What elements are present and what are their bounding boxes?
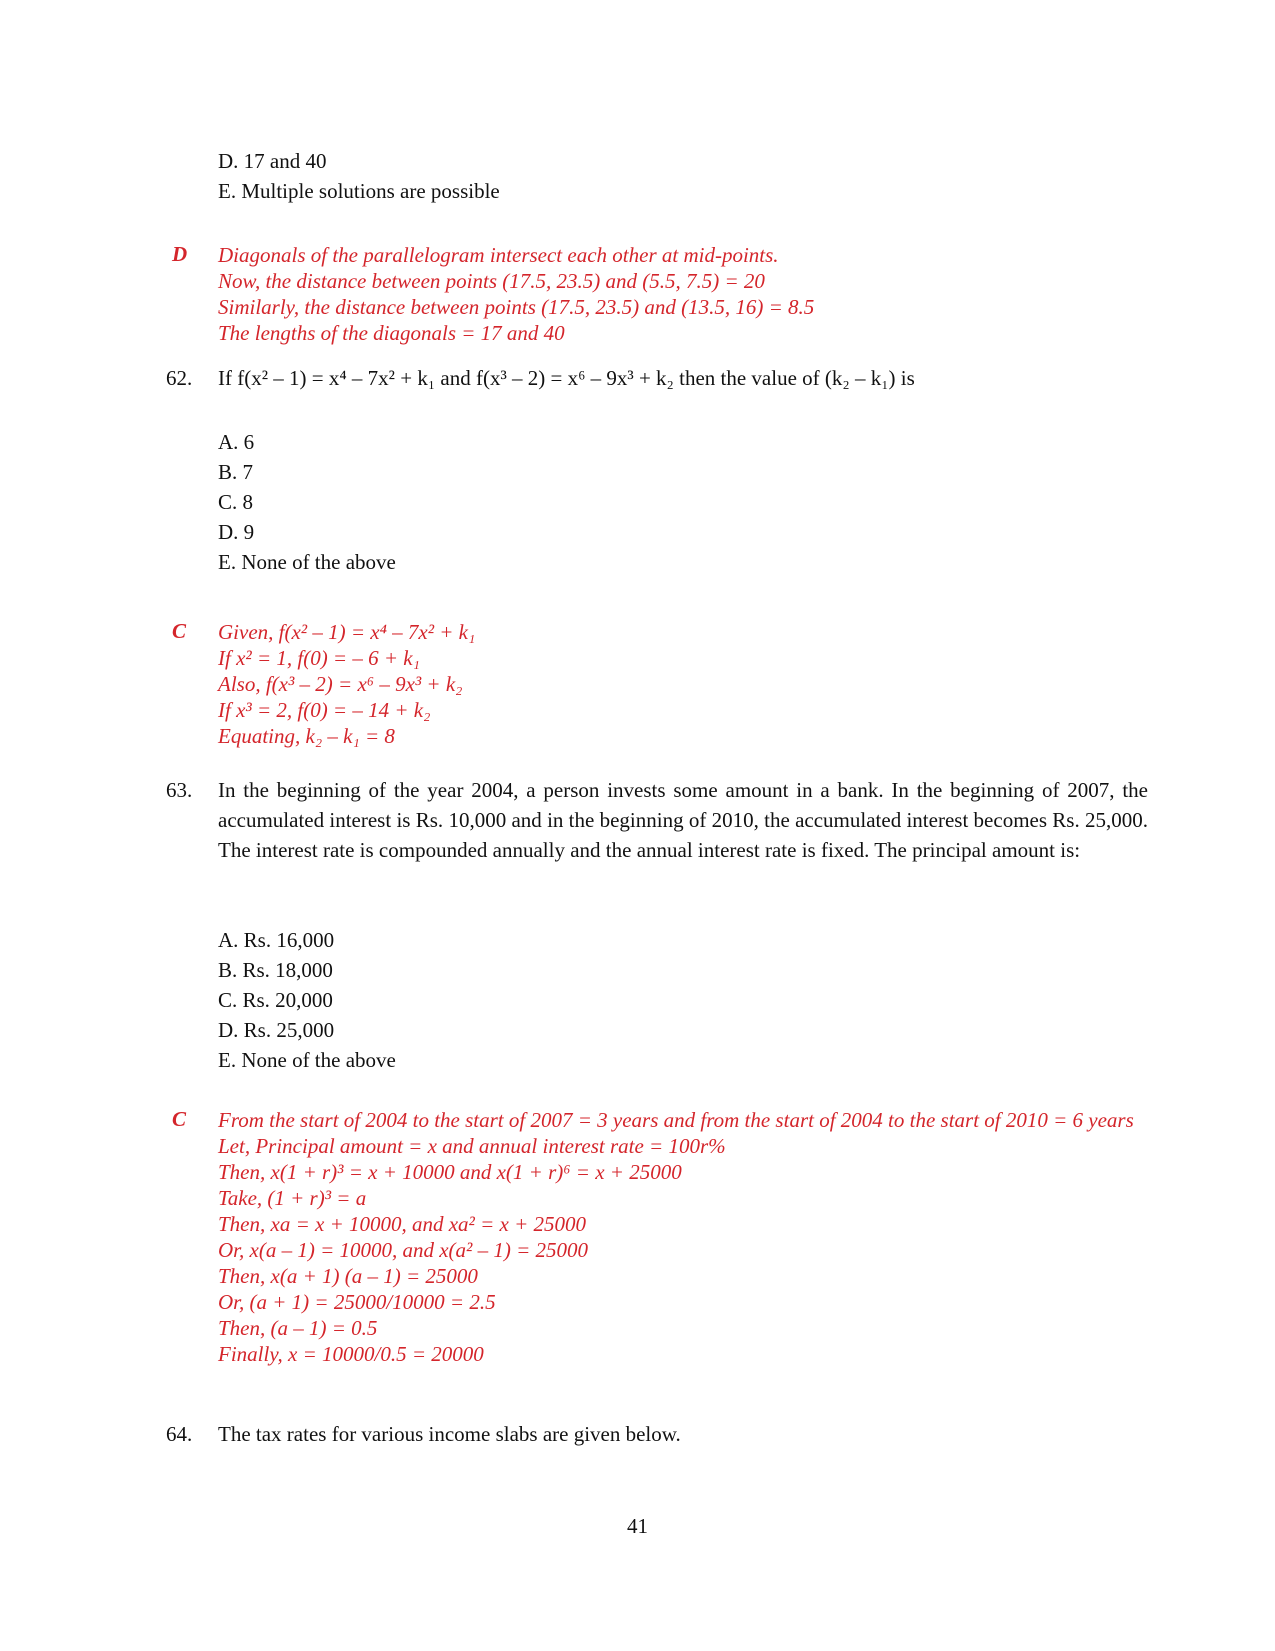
page-number: 41	[627, 1514, 648, 1538]
solution-line: Then, x(a + 1) (a – 1) = 25000	[218, 1264, 478, 1288]
option: D. Rs. 25,000	[218, 1018, 335, 1042]
question-number: 62.	[166, 366, 193, 390]
solution-line: Finally, x = 10000/0.5 = 20000	[218, 1342, 484, 1366]
solution-line: Similarly, the distance between points (17.5, 23.5) and (13.5, 16) = 8.5	[218, 295, 815, 319]
option: A. 6	[218, 430, 255, 454]
solution-line: Also, f(x³ – 2) = x⁶ – 9x³ + k₂	[218, 672, 463, 696]
answer-letter: C	[172, 619, 187, 643]
question-number: 64.	[166, 1422, 193, 1446]
solution-line: Or, (a + 1) = 25000/10000 = 2.5	[218, 1290, 496, 1314]
solution-line: Then, (a – 1) = 0.5	[218, 1316, 378, 1340]
solution-line: Given, f(x² – 1) = x⁴ – 7x² + k₁	[218, 620, 476, 644]
solution-line: Let, Principal amount = x and annual interest rate = 100r%	[218, 1134, 726, 1158]
solution-line: Then, x(1 + r)³ = x + 10000 and x(1 + r)⁶ = x + 25000	[218, 1160, 682, 1184]
solution-line: Or, x(a – 1) = 10000, and x(a² – 1) = 25000	[218, 1238, 589, 1262]
q62-options	[218, 427, 396, 577]
option: E. None of the above	[218, 550, 396, 574]
solution-line: Then, xa = x + 10000, and xa² = x + 25000	[218, 1212, 587, 1236]
option: C. Rs. 20,000	[218, 988, 333, 1012]
solution-line: From the start of 2004 to the start of 2007 = 3 years and from the start of 2004 to the start of 2010 = 6 years	[218, 1108, 1134, 1132]
solution-line: If x³ = 2, f(0) = – 14 + k₂	[218, 698, 431, 722]
solution-line: Diagonals of the parallelogram intersect each other at mid-points.	[218, 243, 779, 267]
solution-block	[218, 242, 1150, 346]
option: B. Rs. 18,000	[218, 958, 333, 982]
question-text: If f(x² – 1) = x⁴ – 7x² + k₁ and f(x³ – 2) = x⁶ – 9x³ + k₂ then the value of (k₂ – k₁) is	[218, 366, 915, 390]
answer-letter: D	[172, 242, 188, 266]
option: B. 7	[218, 460, 254, 484]
option: C. 8	[218, 490, 254, 514]
q63-options	[218, 925, 396, 1075]
q61-options	[218, 146, 500, 206]
solution-line: Now, the distance between points (17.5, 23.5) and (5.5, 7.5) = 20	[218, 269, 765, 293]
option: E. None of the above	[218, 1048, 396, 1072]
option: E. Multiple solutions are possible	[218, 179, 500, 203]
option: D. 9	[218, 520, 255, 544]
option: A. Rs. 16,000	[218, 928, 335, 952]
option: D. 17 and 40	[218, 149, 327, 173]
solution-line: Take, (1 + r)³ = a	[218, 1186, 367, 1210]
solution-block	[218, 1107, 1150, 1367]
solution-line: If x² = 1, f(0) = – 6 + k₁	[218, 646, 420, 670]
question-number: 63.	[166, 778, 193, 802]
question-text: In the beginning of the year 2004, a person invests some amount in a bank. In the beginning of 2007, the accumulated interest is Rs. 10,000 and in the beginning of 2010, the accumulated interest becomes Rs. 25,000. The interest rate is compounded annually and the annual interest rate is fixed. The principal amount is:	[218, 778, 1148, 862]
question-text: The tax rates for various income slabs are given below.	[218, 1422, 681, 1446]
solution-line: The lengths of the diagonals = 17 and 40	[218, 321, 565, 345]
solution-line: Equating, k₂ – k₁ = 8	[218, 724, 395, 748]
solution-block	[218, 619, 1150, 749]
answer-letter: C	[172, 1107, 187, 1131]
